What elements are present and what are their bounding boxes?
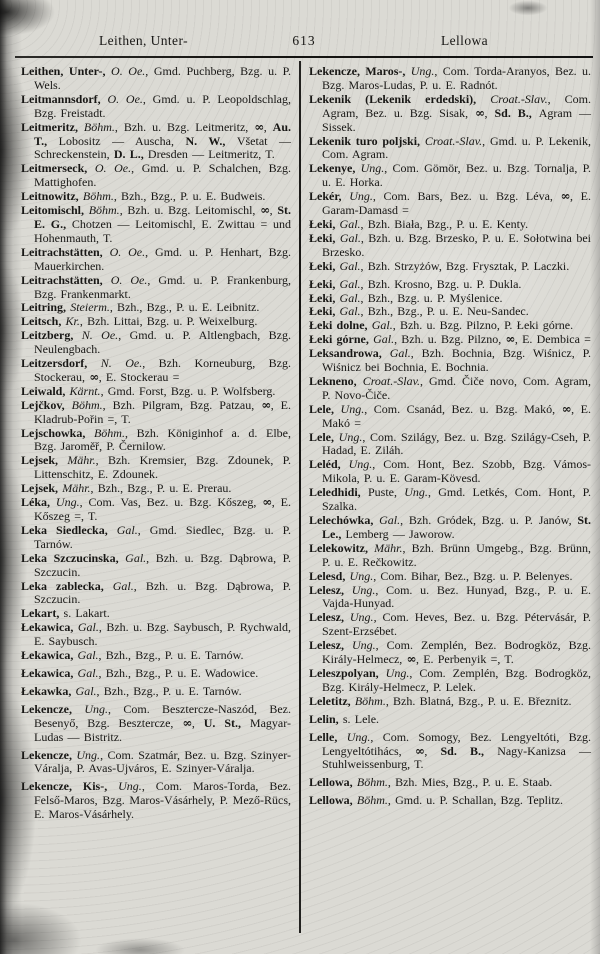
gazetteer-entry [309, 713, 591, 727]
entry-headword: Lejsek, [21, 453, 68, 468]
entry-text: Dresden — Leitmeritz, T. [147, 147, 275, 162]
entry-headword: Lekencze, [21, 701, 85, 716]
entry-headword: Lekencze, [21, 747, 77, 762]
entry-text: s. Lele. [342, 711, 380, 726]
entry-text: Gal. [77, 620, 99, 635]
entry-headword: Leitzersdorf, [21, 356, 101, 371]
entry-text: , Com. Maros-Torda, Bez. Felső-Maros, Bzg. Maros-Vásárhely, P. Mező-Rücs, E. Maros-Vásárhely. [34, 779, 291, 822]
entry-text: s. Lakart. [63, 606, 110, 621]
gazetteer-entry [21, 703, 291, 745]
gazetteer-entry [21, 580, 291, 608]
entry-headword: St. E. G., [34, 203, 292, 231]
entry-headword: Lelesz, [309, 582, 352, 597]
entry-text: , Com. Heves, Bez. u. Bzg. Pétervásár, P. Szent-Erzsébet. [322, 610, 591, 639]
entry-headword: Leiwald, [21, 383, 70, 398]
entry-text: , Com. Hont, Bez. Szobb, Bzg. Vámos-Mikola, P. u. E. Garam-Kövesd. [322, 457, 591, 486]
entry-text: , Com. Csanád, Bez. u. Bzg. Makó, [364, 401, 562, 416]
entry-text: , Bzh., Bzg., P. u. E. Tarnów. [98, 648, 244, 663]
entry-text: Gal. [379, 513, 401, 527]
entry-text: Ung. [404, 485, 428, 500]
entry-text: , Gmd. Siedlec, Bzg. u. P. Tarnów. [34, 522, 291, 551]
entry-text: , Gmd. u. P. Leopoldschlag, Bzg. Freistadt. [34, 91, 291, 120]
entry-text: Gal. [371, 318, 393, 333]
entry-headword: Lelesz, [309, 610, 350, 625]
posthorn-icon: ∞ [260, 203, 270, 218]
entry-headword: N. W., [185, 133, 237, 148]
entry-text: , [191, 715, 204, 730]
entry-text: , Bzh. u. Bzg. Leitmeritz, [114, 119, 255, 134]
gazetteer-entry [309, 458, 591, 486]
entry-text: Gal. [339, 230, 361, 245]
gazetteer-entry [309, 431, 591, 459]
entry-headword: Lejschowka, [21, 425, 94, 440]
entry-text: Gal. [77, 648, 99, 663]
entry-headword: Łeki, [309, 276, 340, 291]
entry-text: , Com. Vas, Bez. u. Bzg. Kőszeg, [79, 495, 263, 510]
gazetteer-entry [21, 607, 291, 621]
entry-headword: Łeki, [309, 216, 340, 231]
entry-text: , Bzh. Krosno, Bzg. u. P. Dukla. [360, 276, 522, 291]
gazetteer-entry [21, 780, 291, 822]
entry-text: , Bzh. Gródek, Bzg. u. P. Janów, [400, 513, 578, 527]
entry-text: O. Oe. [111, 64, 146, 78]
entry-headword: Leka zablecka, [21, 578, 113, 593]
posthorn-icon: ∞ [182, 715, 192, 730]
entry-text: Nagy-Kanizsa — Stuhlweissenburg, T. [322, 743, 591, 772]
page-number: 613 [292, 33, 316, 48]
gazetteer-entry [309, 278, 591, 292]
running-head-right-keyword: Lellowa [440, 33, 489, 48]
entry-text: , E. Kőszeg =, T. [34, 495, 292, 523]
entry-text: Ung. [348, 457, 373, 472]
gazetteer-entry [21, 496, 291, 524]
entry-text: O. Oe. [94, 161, 132, 176]
entry-headword: Lekenik (Lekenik erdedski), [309, 91, 491, 106]
posthorn-icon: ∞ [414, 743, 425, 758]
gazetteer-entry [21, 190, 291, 204]
entry-text: Steierm. [70, 300, 110, 315]
gazetteer-entry [309, 776, 591, 790]
entry-text: , Bzh., Bzg., P. u. E. Wadowice. [98, 665, 259, 680]
entry-headword: Łekawka, [21, 683, 76, 698]
gazetteer-entry [21, 204, 291, 246]
posthorn-icon: ∞ [89, 369, 99, 384]
entry-headword: Au. T., [34, 119, 291, 148]
entry-headword: Sd. B., [440, 743, 498, 758]
entry-text: N. Oe. [81, 328, 119, 343]
gazetteer-entry [21, 121, 291, 163]
entry-text: , Bzh. u. Bzg. Pilzno, P. Łeki górne. [392, 318, 574, 333]
gazetteer-entry [309, 305, 591, 319]
entry-text: , Gmd. u. P. Henhart, Bzg. Mauerkirchen. [34, 244, 292, 273]
entry-text: , Bzh. Littai, Bzg. u. P. Weixelburg. [79, 314, 258, 329]
entry-text: Gal. [373, 332, 395, 347]
entry-text: , E. Stockerau = [98, 369, 180, 384]
entry-text: Croat.-Slav. [362, 373, 421, 388]
gazetteer-entry [309, 570, 591, 584]
gazetteer-entry [21, 482, 291, 496]
entry-headword: U. St., [203, 715, 250, 730]
gazetteer-entry [21, 621, 291, 649]
gazetteer-entry [309, 292, 591, 306]
entry-text: , Com. Bihar, Bez., Bzg. u. P. Belenyes. [373, 568, 573, 583]
entry-headword: St. Le., [322, 513, 592, 541]
entry-text: , Bzh., Bzg., P. u. E. Prerau. [90, 481, 232, 496]
entry-headword: Lellowa, [309, 793, 357, 808]
column-right [309, 65, 591, 948]
entry-text: Magyar-Ludas — Bistritz. [34, 715, 291, 744]
entry-text: , Bzh. Korneuburg, Bzg. Stockerau, [34, 356, 291, 384]
entry-headword: Lekenye, [309, 161, 361, 176]
entry-text: , Gmd. u. P. Schalchen, Bzg. Mattighofen. [34, 161, 291, 190]
entry-text: Böhm. [88, 203, 120, 218]
entry-text: Ung. [55, 495, 80, 510]
gazetteer-entry [309, 375, 591, 403]
text-columns [21, 65, 591, 948]
posthorn-icon: ∞ [475, 105, 485, 120]
gazetteer-entry [21, 65, 291, 93]
entry-text: Ung. [410, 64, 435, 78]
gazetteer-entry [309, 542, 591, 570]
entry-headword: Lekencze, Maros-, [309, 64, 411, 78]
entry-text: , Bzh. u. Bzg. Dąbrowa, P. Szczucin. [34, 578, 291, 607]
gazetteer-entry [309, 667, 591, 695]
entry-headword: Lellowa, [309, 775, 357, 790]
gazetteer-entry [21, 649, 291, 663]
entry-headword: Leitsch, [21, 314, 66, 329]
entry-text: , Bzh., Bzg., P. u. E. Neu-Sandec. [360, 304, 529, 319]
entry-headword: Łeki, [309, 290, 340, 305]
entry-text: Böhm. [354, 693, 386, 708]
entry-text: Böhm. [83, 119, 115, 134]
entry-headword: Leitmeritz, [21, 119, 84, 134]
entry-text: Mähr. [62, 481, 91, 496]
entry-headword: Leitmerseck, [21, 161, 95, 176]
entry-text: , Gmd. Puchberg, Bzg. u. P. Wels. [34, 64, 291, 92]
entry-headword: Leksandrowa, [309, 346, 390, 361]
entry-headword: Lejčkov, [21, 397, 72, 412]
entry-text: Böhm. [82, 189, 114, 204]
entry-text: Ung. [340, 401, 365, 416]
gazetteer-entry [21, 246, 291, 274]
entry-text: , Bzh. u. Bzg. Leitomischl, [119, 203, 261, 218]
entry-text: Gal. [339, 216, 361, 231]
column-left [21, 65, 291, 948]
gazetteer-entry [309, 731, 591, 773]
entry-text: Mähr. [374, 540, 403, 555]
running-head-left-keyword: Leithen, Unter- [99, 33, 188, 48]
gazetteer-entry [309, 162, 591, 190]
entry-text: Lobositz — Auscha, [58, 133, 186, 148]
posthorn-icon: ∞ [560, 189, 571, 204]
entry-headword: Leleszpolyan, [309, 665, 386, 680]
entry-text: , E. Perbenyik =, T. [416, 652, 514, 667]
entry-headword: Łeki, [309, 304, 340, 319]
entry-headword: Lekart, [21, 606, 64, 621]
gazetteer-entry [21, 93, 291, 121]
entry-text: Gal. [389, 346, 411, 361]
gazetteer-entry [309, 403, 591, 431]
entry-text: O. Oe. [107, 91, 143, 106]
gazetteer-entry [21, 667, 291, 681]
entry-text: Všetat — Schreckenstein, [34, 133, 291, 162]
entry-headword: Lelesz, [309, 638, 352, 653]
entry-text: Croat.-Slav. [424, 133, 483, 148]
entry-text: O. Oe. [109, 244, 146, 259]
gazetteer-entry [21, 329, 291, 357]
entry-text: , Com. Somogy, Bez. Lengyeltóti, Bzg. Lengyeltótihács, [322, 729, 591, 758]
gazetteer-entry [309, 218, 591, 232]
entry-headword: Leitring, [21, 300, 71, 315]
gazetteer-entry [309, 190, 591, 218]
entry-text: Ung. [360, 161, 385, 176]
entry-text: , Bzh., Bzg., P. u. E. Tarnów. [96, 683, 242, 698]
header-rule [15, 56, 593, 58]
entry-text: Ung. [349, 610, 374, 625]
entry-text: Ung. [346, 729, 371, 744]
entry-headword: Lelechówka, [309, 513, 380, 527]
entry-text: , Com. Szilágy, Bez. u. Bzg. Szilágy-Cseh, P. Hadad, E. Ziláh. [322, 429, 591, 458]
entry-headword: Leitrachstätten, [21, 272, 111, 287]
entry-headword: Lekenik turo poljski, [309, 133, 425, 148]
gazetteer-entry [21, 552, 291, 580]
entry-text: , Bzh. Bochnia, Bzg. Wiśnicz, P. Wiśnicz bei Bochnia, E. Bochnia. [322, 346, 591, 375]
entry-text: Ung. [349, 189, 373, 204]
entry-text: Ung. [84, 701, 109, 716]
entry-text: O. Oe. [110, 272, 148, 287]
gazetteer-entry [309, 639, 591, 667]
entry-headword: Leitnowitz, [21, 189, 83, 204]
entry-headword: Łekawica, [21, 665, 78, 680]
entry-text: Ung. [385, 665, 410, 680]
entry-text: Böhm. [71, 397, 103, 412]
entry-headword: Léka, [21, 495, 56, 510]
entry-text: , Bzh., Bzg. u. P. Myślenice. [360, 290, 503, 305]
entry-text: , E. Dembica = [514, 332, 591, 347]
gazetteer-entry [309, 794, 591, 808]
entry-text: N. Oe. [100, 356, 143, 371]
gazetteer-entry [309, 486, 591, 514]
gazetteer-entry [309, 65, 591, 93]
gazetteer-entry [309, 333, 591, 347]
entry-text: Ung. [118, 779, 142, 794]
entry-text: Gal. [339, 258, 361, 273]
entry-headword: Leitzberg, [21, 328, 82, 343]
entry-text: Böhm. [93, 425, 125, 440]
entry-headword: Lele, [309, 401, 341, 416]
entry-text: Kärnt. [69, 383, 101, 398]
entry-text: , Gmd. u. P. Schallan, Bzg. Teplitz. [387, 793, 563, 808]
entry-text: , E. Makó = [322, 401, 591, 430]
gazetteer-entry [309, 319, 591, 333]
entry-text: , Bzh. Kremsier, Bzg. Zdounek, P. Littenschitz, E. Zdounek. [34, 453, 292, 482]
entry-headword: Sd. B., [494, 105, 539, 120]
entry-headword: Lejsek, [21, 481, 63, 496]
posthorn-icon: ∞ [261, 397, 271, 412]
entry-text: , Com. Zemplén, Bez. Bodrogköz, Bzg. Király-Helmecz, [322, 638, 591, 667]
entry-text: Gal. [339, 290, 361, 305]
entry-headword: Lekencze, Kis-, [21, 779, 119, 794]
entry-text: Ung. [76, 747, 101, 762]
entry-headword: Lelesd, [309, 568, 350, 583]
entry-text: , Bzh. u. Bzg. Saybusch, P. Rychwald, E. Saybusch. [34, 620, 291, 649]
entry-text: , Bzh. Strzyżów, Bzg. Frysztak, P. Laczki. [360, 258, 570, 273]
entry-headword: Lelle, [309, 729, 347, 744]
gazetteer-entry [21, 524, 291, 552]
entry-text: , Gmd. u. P. Frankenburg, Bzg. Frankenmarkt. [34, 272, 291, 301]
entry-headword: Łeki, [309, 258, 340, 273]
entry-text: Chotzen — Leitomischl, E. Zwittau = und Hohenmauth, T. [34, 216, 291, 245]
entry-headword: Łekawica, [21, 648, 78, 663]
posthorn-icon: ∞ [505, 332, 515, 347]
entry-text: Gal. [116, 522, 138, 537]
entry-headword: Lele, [309, 429, 339, 444]
posthorn-icon: ∞ [254, 119, 264, 134]
entry-text: Böhm. [356, 775, 388, 790]
entry-text: , [269, 203, 278, 218]
entry-headword: Łeki górne, [309, 332, 374, 347]
entry-headword: Leitomischl, [21, 203, 89, 218]
gazetteer-entry [21, 357, 291, 385]
entry-text: Gal. [339, 276, 361, 291]
entry-text: , Com. Szatmár, Bez. u. Bzg. Szinyer-Váralja, P. Avas-Ujváros, E. Szinyer-Váralja. [34, 747, 291, 776]
entry-headword: Leledhidi, [309, 485, 368, 500]
entry-headword: Lekneno, [309, 373, 363, 388]
entry-text: Agram — Sissek. [322, 105, 591, 134]
entry-headword: Lelin, [309, 711, 343, 726]
gazetteer-entry [21, 162, 291, 190]
entry-headword: Łeki, [309, 230, 340, 245]
gazetteer-entry [309, 514, 591, 542]
entry-text: Kr. [65, 314, 80, 329]
entry-text: , Gmd. Letkés, Com. Hont, P. Szalka. [322, 485, 591, 514]
gazetteer-entry [309, 232, 591, 260]
entry-text: , Bzh., Bzg., P. u. E. Leibnitz. [109, 300, 260, 315]
gazetteer-entry [309, 611, 591, 639]
entry-text: , Bzh. u. Bzg. Dąbrowa, P. Szczucin. [34, 550, 291, 579]
entry-text: Puste, [367, 485, 405, 500]
entry-headword: Leitrachstätten, [21, 244, 110, 259]
entry-text: , Com. u. Bez. Hunyad, Bzg., P. u. E. Vajda-Hunyad. [322, 582, 592, 611]
entry-text: Böhm. [356, 793, 388, 808]
entry-headword: Łekawica, [21, 620, 78, 635]
gazetteer-entry [21, 399, 291, 427]
entry-text: , Com. Gömör, Bez. u. Bzg. Tornalja, P. u. E. Horka. [322, 161, 591, 190]
entry-text: Ung. [351, 582, 376, 597]
entry-text: , Gmd. u. P. Altlengbach, Bzg. Neulengbach. [34, 328, 291, 357]
posthorn-icon: ∞ [262, 495, 272, 510]
gazetteer-entry [309, 135, 591, 163]
entry-text: , Bzh. Biała, Bzg., P. u. E. Kenty. [360, 216, 529, 231]
entry-text: , Com. Bars, Bez. u. Bzg. Léva, [372, 189, 561, 204]
entry-text: Gal. [77, 665, 99, 680]
entry-text: , Bzh., Bzg., P. u. E. Budweis. [113, 189, 266, 204]
gazetteer-entry [21, 385, 291, 399]
entry-headword: Leithen, Unter-, [21, 64, 112, 78]
gazetteer-entry [309, 260, 591, 274]
entry-headword: D. L., [113, 147, 148, 162]
entry-text: , Bzh. Königinhof a. d. Elbe, Bzg. Jaroměř, P. Černilow. [34, 425, 291, 454]
entry-text: , [424, 743, 441, 758]
entry-text: Gal. [75, 683, 97, 698]
entry-text: Ung. [338, 429, 363, 444]
entry-text: Gal. [112, 578, 134, 593]
entry-headword: Lekér, [309, 189, 350, 204]
entry-text: , E. Garam-Damasd = [322, 189, 592, 218]
gazetteer-entry [21, 685, 291, 699]
entry-headword: Leletitz, [309, 693, 355, 708]
entry-text: , Com. Zemplén, Bzg. Bodrogköz, Bzg. Király-Helmecz, P. Lelek. [322, 665, 591, 694]
entry-text: , Com. Besztercze-Naszód, Bez. Besenyő, Bzg. Besztercze, [34, 701, 292, 730]
entry-text: , Bzh. Mies, Bzg., P. u. E. Staab. [387, 775, 553, 790]
gazetteer-entry [309, 347, 591, 375]
entry-text: , Com. Torda-Aranyos, Bez. u. Bzg. Maros-Ludas, P. u. E. Radnót. [322, 64, 591, 92]
entry-text: , Gmd. Čiče novo, Com. Agram, P. Novo-Čiče. [322, 373, 591, 402]
entry-text: , Gmd. Forst, Bzg. u. P. Wolfsberg. [100, 383, 276, 398]
gazetteer-entry [309, 584, 591, 612]
gazetteer-entry [21, 274, 291, 302]
entry-text: , Bzh. u. Bzg. Brzesko, P. u. E. Sołotwina bei Brzesko. [322, 230, 591, 259]
entry-text: , [263, 119, 273, 134]
entry-text: Gal. [339, 304, 361, 319]
gazetteer-entry [21, 427, 291, 455]
entry-text: , Bzh. Brünn Umgebg., Bzg. Brünn, P. u. E. Rečkowitz. [322, 540, 591, 569]
entry-text: Gal. [125, 550, 147, 565]
gazetteer-entry [21, 749, 291, 777]
entry-headword: Leitmannsdorf, [21, 91, 108, 106]
entry-headword: Leka Szczucinska, [21, 550, 126, 565]
gazetteer-entry [309, 93, 591, 135]
entry-text: , Bzh. Pilgram, Bzg. Patzau, [102, 397, 262, 412]
posthorn-icon: ∞ [561, 401, 572, 416]
entry-text: Ung. [352, 638, 376, 653]
entry-text: Lemberg — Jaworow. [345, 526, 455, 541]
entry-text: , Bzh. u. Bzg. Pilzno, [394, 332, 506, 347]
entry-text: Ung. [349, 568, 374, 583]
gazetteer-entry [21, 315, 291, 329]
gazetteer-entry [309, 695, 591, 709]
entry-headword: Leléd, [309, 457, 349, 472]
entry-headword: Łeki dolne, [309, 318, 372, 333]
entry-text: Mähr. [67, 453, 96, 468]
entry-text: , Com. Agram, Bez. u. Bzg. Sisak, [322, 91, 591, 120]
posthorn-icon: ∞ [406, 652, 416, 667]
entry-text: Croat.-Slav. [490, 91, 548, 106]
entry-text: , Gmd. u. P. Lekenik, Com. Agram. [322, 133, 591, 162]
entry-headword: Lelekowitz, [309, 540, 375, 555]
running-head [18, 33, 590, 49]
entry-text: , Bzh. Blatná, Bzg., P. u. E. Březnitz. [385, 693, 572, 708]
entry-text: , E. Kladrub-Pořin =, T. [34, 397, 291, 426]
entry-headword: Leka Siedlecka, [21, 522, 117, 537]
entry-text: , [484, 105, 495, 120]
gazetteer-entry [21, 301, 291, 315]
gazetteer-entry [21, 454, 291, 482]
